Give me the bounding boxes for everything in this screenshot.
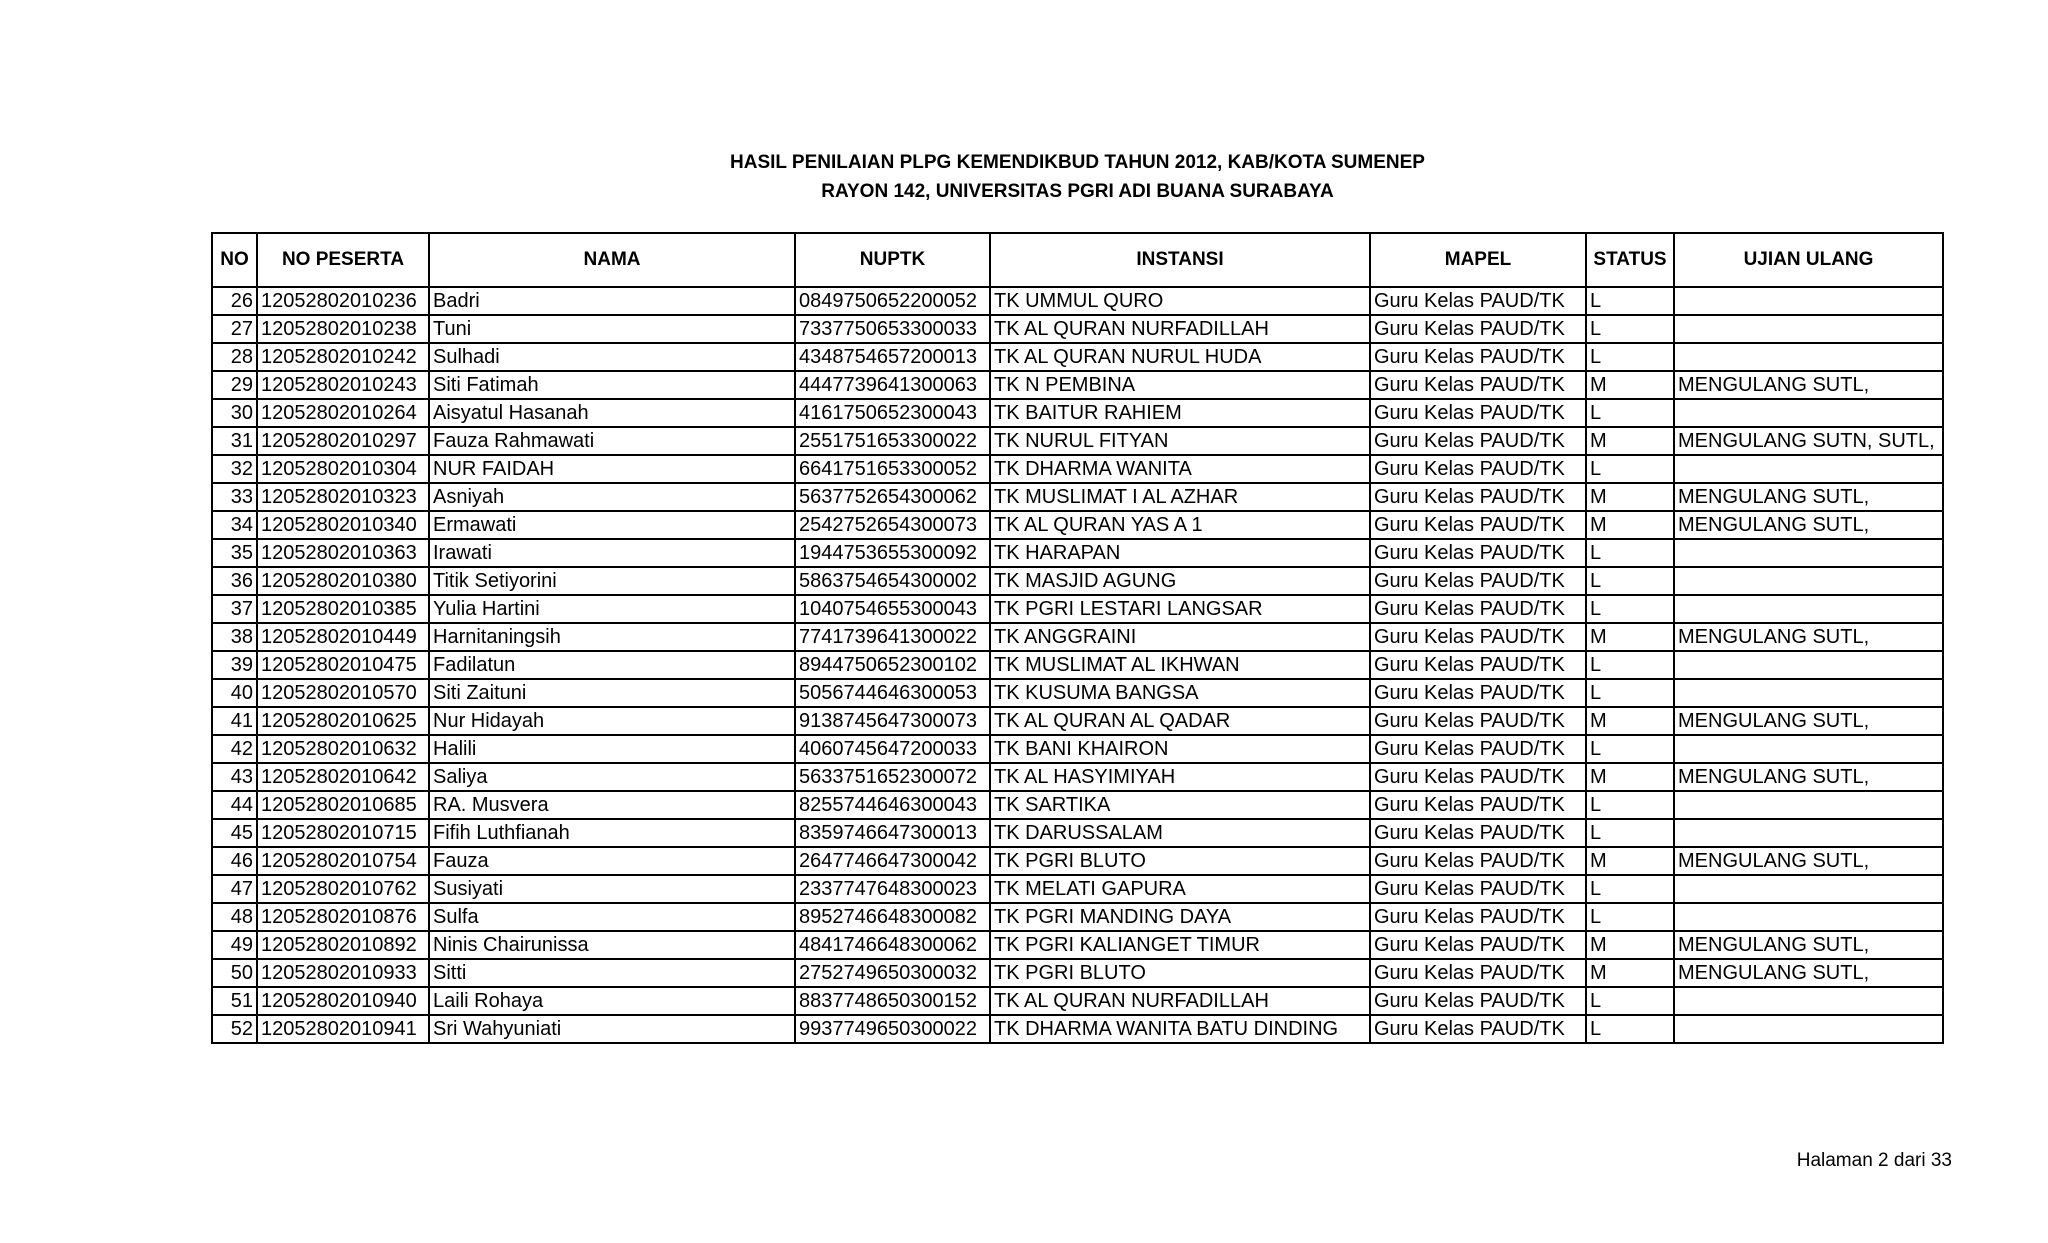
cell-no: 42 — [212, 735, 257, 763]
cell-mapel: Guru Kelas PAUD/TK — [1370, 735, 1586, 763]
cell-instansi: TK PGRI MANDING DAYA — [990, 903, 1370, 931]
cell-nama: Susiyati — [429, 875, 795, 903]
cell-ujian-ulang: MENGULANG SUTN, SUTL, — [1674, 427, 1943, 455]
cell-mapel: Guru Kelas PAUD/TK — [1370, 987, 1586, 1015]
table-row — [212, 1015, 1943, 1043]
cell-ujian-ulang: MENGULANG SUTL, — [1674, 959, 1943, 987]
column-header-mapel: MAPEL — [1370, 233, 1586, 287]
cell-mapel: Guru Kelas PAUD/TK — [1370, 455, 1586, 483]
results-table — [211, 232, 1944, 1044]
cell-no: 35 — [212, 539, 257, 567]
column-header-ujian-ulang: UJIAN ULANG — [1674, 233, 1943, 287]
table-row — [212, 371, 1943, 399]
cell-nuptk: 9138745647300073 — [795, 707, 990, 735]
cell-no: 37 — [212, 595, 257, 623]
cell-no-peserta: 12052802010242 — [257, 343, 429, 371]
cell-status: L — [1586, 987, 1674, 1015]
cell-no-peserta: 12052802010380 — [257, 567, 429, 595]
cell-instansi: TK MASJID AGUNG — [990, 567, 1370, 595]
table-row — [212, 483, 1943, 511]
cell-nuptk: 2647746647300042 — [795, 847, 990, 875]
cell-instansi: TK AL QURAN NURFADILLAH — [990, 987, 1370, 1015]
cell-nuptk: 8944750652300102 — [795, 651, 990, 679]
cell-nuptk: 6641751653300052 — [795, 455, 990, 483]
cell-status: M — [1586, 931, 1674, 959]
cell-mapel: Guru Kelas PAUD/TK — [1370, 483, 1586, 511]
document-title: HASIL PENILAIAN PLPG KEMENDIKBUD TAHUN 2012, KAB/KOTA SUMENEP — [730, 152, 1425, 173]
cell-status: L — [1586, 539, 1674, 567]
cell-no: 28 — [212, 343, 257, 371]
cell-mapel: Guru Kelas PAUD/TK — [1370, 287, 1586, 315]
cell-nuptk: 1040754655300043 — [795, 595, 990, 623]
cell-instansi: TK PGRI BLUTO — [990, 959, 1370, 987]
cell-nama: Saliya — [429, 763, 795, 791]
cell-ujian-ulang — [1674, 735, 1943, 763]
cell-no: 27 — [212, 315, 257, 343]
cell-mapel: Guru Kelas PAUD/TK — [1370, 875, 1586, 903]
cell-nama: Yulia Hartini — [429, 595, 795, 623]
cell-mapel: Guru Kelas PAUD/TK — [1370, 791, 1586, 819]
cell-no-peserta: 12052802010323 — [257, 483, 429, 511]
cell-no: 33 — [212, 483, 257, 511]
cell-status: L — [1586, 1015, 1674, 1043]
cell-ujian-ulang — [1674, 399, 1943, 427]
cell-no-peserta: 12052802010941 — [257, 1015, 429, 1043]
cell-no: 47 — [212, 875, 257, 903]
cell-no: 40 — [212, 679, 257, 707]
cell-nama: RA. Musvera — [429, 791, 795, 819]
cell-nuptk: 8952746648300082 — [795, 903, 990, 931]
cell-nama: Fadilatun — [429, 651, 795, 679]
cell-instansi: TK BANI KHAIRON — [990, 735, 1370, 763]
cell-no-peserta: 12052802010304 — [257, 455, 429, 483]
cell-ujian-ulang — [1674, 539, 1943, 567]
cell-status: M — [1586, 959, 1674, 987]
cell-ujian-ulang — [1674, 595, 1943, 623]
cell-no-peserta: 12052802010243 — [257, 371, 429, 399]
cell-instansi: TK AL QURAN YAS A 1 — [990, 511, 1370, 539]
cell-nuptk: 2752749650300032 — [795, 959, 990, 987]
cell-status: L — [1586, 399, 1674, 427]
cell-mapel: Guru Kelas PAUD/TK — [1370, 1015, 1586, 1043]
cell-ujian-ulang — [1674, 455, 1943, 483]
cell-no-peserta: 12052802010385 — [257, 595, 429, 623]
cell-ujian-ulang: MENGULANG SUTL, — [1674, 763, 1943, 791]
cell-ujian-ulang: MENGULANG SUTL, — [1674, 511, 1943, 539]
column-header-instansi: INSTANSI — [990, 233, 1370, 287]
cell-ujian-ulang: MENGULANG SUTL, — [1674, 371, 1943, 399]
cell-no-peserta: 12052802010715 — [257, 819, 429, 847]
table-row — [212, 287, 1943, 315]
cell-nama: Halili — [429, 735, 795, 763]
cell-status: L — [1586, 679, 1674, 707]
cell-no-peserta: 12052802010762 — [257, 875, 429, 903]
cell-status: M — [1586, 427, 1674, 455]
table-row — [212, 315, 1943, 343]
cell-no: 50 — [212, 959, 257, 987]
cell-nama: Irawati — [429, 539, 795, 567]
table-row — [212, 511, 1943, 539]
cell-nama: Fifih Luthfianah — [429, 819, 795, 847]
cell-status: L — [1586, 735, 1674, 763]
cell-nuptk: 5637752654300062 — [795, 483, 990, 511]
cell-mapel: Guru Kelas PAUD/TK — [1370, 707, 1586, 735]
cell-instansi: TK MUSLIMAT AL IKHWAN — [990, 651, 1370, 679]
cell-nuptk: 5863754654300002 — [795, 567, 990, 595]
cell-instansi: TK MELATI GAPURA — [990, 875, 1370, 903]
cell-nama: Asniyah — [429, 483, 795, 511]
cell-nama: Fauza — [429, 847, 795, 875]
cell-no: 45 — [212, 819, 257, 847]
cell-status: L — [1586, 595, 1674, 623]
cell-mapel: Guru Kelas PAUD/TK — [1370, 903, 1586, 931]
cell-no: 32 — [212, 455, 257, 483]
table-body — [212, 287, 1943, 1043]
cell-mapel: Guru Kelas PAUD/TK — [1370, 679, 1586, 707]
cell-nama: Sulfa — [429, 903, 795, 931]
cell-instansi: TK N PEMBINA — [990, 371, 1370, 399]
cell-no-peserta: 12052802010449 — [257, 623, 429, 651]
cell-instansi: TK MUSLIMAT I AL AZHAR — [990, 483, 1370, 511]
cell-status: L — [1586, 315, 1674, 343]
cell-status: L — [1586, 651, 1674, 679]
cell-no-peserta: 12052802010754 — [257, 847, 429, 875]
cell-nama: Laili Rohaya — [429, 987, 795, 1015]
cell-no: 31 — [212, 427, 257, 455]
cell-status: M — [1586, 483, 1674, 511]
cell-status: L — [1586, 343, 1674, 371]
table-row — [212, 455, 1943, 483]
table-row — [212, 987, 1943, 1015]
cell-nama: Aisyatul Hasanah — [429, 399, 795, 427]
cell-ujian-ulang — [1674, 987, 1943, 1015]
cell-nama: Ermawati — [429, 511, 795, 539]
column-header-no: NO — [212, 233, 257, 287]
cell-instansi: TK PGRI BLUTO — [990, 847, 1370, 875]
cell-nuptk: 9937749650300022 — [795, 1015, 990, 1043]
cell-nama: Sitti — [429, 959, 795, 987]
cell-no-peserta: 12052802010340 — [257, 511, 429, 539]
cell-ujian-ulang — [1674, 819, 1943, 847]
cell-status: M — [1586, 763, 1674, 791]
cell-no: 29 — [212, 371, 257, 399]
cell-no-peserta: 12052802010475 — [257, 651, 429, 679]
cell-no-peserta: 12052802010236 — [257, 287, 429, 315]
cell-mapel: Guru Kelas PAUD/TK — [1370, 763, 1586, 791]
cell-nuptk: 4161750652300043 — [795, 399, 990, 427]
cell-nuptk: 5056744646300053 — [795, 679, 990, 707]
cell-nuptk: 4348754657200013 — [795, 343, 990, 371]
cell-mapel: Guru Kelas PAUD/TK — [1370, 847, 1586, 875]
cell-ujian-ulang — [1674, 679, 1943, 707]
cell-mapel: Guru Kelas PAUD/TK — [1370, 567, 1586, 595]
cell-ujian-ulang — [1674, 315, 1943, 343]
cell-no: 49 — [212, 931, 257, 959]
cell-status: M — [1586, 511, 1674, 539]
cell-no-peserta: 12052802010642 — [257, 763, 429, 791]
cell-instansi: TK SARTIKA — [990, 791, 1370, 819]
cell-no: 26 — [212, 287, 257, 315]
cell-nuptk: 0849750652200052 — [795, 287, 990, 315]
cell-no-peserta: 12052802010933 — [257, 959, 429, 987]
cell-status: L — [1586, 791, 1674, 819]
cell-mapel: Guru Kelas PAUD/TK — [1370, 399, 1586, 427]
table-row — [212, 735, 1943, 763]
cell-ujian-ulang — [1674, 903, 1943, 931]
table-row — [212, 875, 1943, 903]
cell-ujian-ulang — [1674, 791, 1943, 819]
cell-ujian-ulang — [1674, 1015, 1943, 1043]
cell-nuptk: 8359746647300013 — [795, 819, 990, 847]
cell-ujian-ulang — [1674, 567, 1943, 595]
cell-no-peserta: 12052802010892 — [257, 931, 429, 959]
column-header-nuptk: NUPTK — [795, 233, 990, 287]
cell-nama: Tuni — [429, 315, 795, 343]
cell-status: M — [1586, 707, 1674, 735]
cell-nama: Harnitaningsih — [429, 623, 795, 651]
cell-mapel: Guru Kelas PAUD/TK — [1370, 371, 1586, 399]
table-row — [212, 427, 1943, 455]
cell-instansi: TK AL QURAN AL QADAR — [990, 707, 1370, 735]
cell-no: 48 — [212, 903, 257, 931]
cell-nama: Fauza Rahmawati — [429, 427, 795, 455]
cell-mapel: Guru Kelas PAUD/TK — [1370, 931, 1586, 959]
cell-no: 46 — [212, 847, 257, 875]
cell-no: 52 — [212, 1015, 257, 1043]
cell-nuptk: 1944753655300092 — [795, 539, 990, 567]
cell-no-peserta: 12052802010363 — [257, 539, 429, 567]
cell-mapel: Guru Kelas PAUD/TK — [1370, 315, 1586, 343]
cell-mapel: Guru Kelas PAUD/TK — [1370, 623, 1586, 651]
table-row — [212, 847, 1943, 875]
cell-instansi: TK AL QURAN NURFADILLAH — [990, 315, 1370, 343]
cell-mapel: Guru Kelas PAUD/TK — [1370, 539, 1586, 567]
cell-no-peserta: 12052802010238 — [257, 315, 429, 343]
cell-no-peserta: 12052802010876 — [257, 903, 429, 931]
cell-nuptk: 7337750653300033 — [795, 315, 990, 343]
cell-nama: Badri — [429, 287, 795, 315]
cell-nama: Sri Wahyuniati — [429, 1015, 795, 1043]
cell-no: 51 — [212, 987, 257, 1015]
cell-status: M — [1586, 847, 1674, 875]
cell-mapel: Guru Kelas PAUD/TK — [1370, 427, 1586, 455]
cell-mapel: Guru Kelas PAUD/TK — [1370, 959, 1586, 987]
cell-instansi: TK PGRI LESTARI LANGSAR — [990, 595, 1370, 623]
table-header-row — [212, 233, 1943, 287]
cell-no: 39 — [212, 651, 257, 679]
cell-nuptk: 2551751653300022 — [795, 427, 990, 455]
cell-instansi: TK KUSUMA BANGSA — [990, 679, 1370, 707]
cell-ujian-ulang: MENGULANG SUTL, — [1674, 483, 1943, 511]
cell-no: 38 — [212, 623, 257, 651]
cell-nuptk: 4841746648300062 — [795, 931, 990, 959]
cell-nama: Sulhadi — [429, 343, 795, 371]
cell-nuptk: 8837748650300152 — [795, 987, 990, 1015]
cell-ujian-ulang — [1674, 343, 1943, 371]
cell-nuptk: 4060745647200033 — [795, 735, 990, 763]
column-header-no-peserta: NO PESERTA — [257, 233, 429, 287]
cell-ujian-ulang — [1674, 287, 1943, 315]
cell-ujian-ulang: MENGULANG SUTL, — [1674, 847, 1943, 875]
cell-ujian-ulang — [1674, 651, 1943, 679]
cell-ujian-ulang: MENGULANG SUTL, — [1674, 623, 1943, 651]
cell-instansi: TK DHARMA WANITA — [990, 455, 1370, 483]
cell-mapel: Guru Kelas PAUD/TK — [1370, 819, 1586, 847]
cell-nama: Siti Fatimah — [429, 371, 795, 399]
table-row — [212, 679, 1943, 707]
cell-status: L — [1586, 287, 1674, 315]
cell-status: M — [1586, 371, 1674, 399]
table-row — [212, 819, 1943, 847]
cell-nama: Nur Hidayah — [429, 707, 795, 735]
cell-no: 34 — [212, 511, 257, 539]
cell-status: M — [1586, 623, 1674, 651]
table-row — [212, 343, 1943, 371]
column-header-status: STATUS — [1586, 233, 1674, 287]
table-row — [212, 763, 1943, 791]
table-row — [212, 651, 1943, 679]
cell-instansi: TK AL HASYIMIYAH — [990, 763, 1370, 791]
cell-no: 30 — [212, 399, 257, 427]
table-row — [212, 959, 1943, 987]
cell-nama: Siti Zaituni — [429, 679, 795, 707]
cell-nama: Titik Setiyorini — [429, 567, 795, 595]
cell-no-peserta: 12052802010297 — [257, 427, 429, 455]
cell-mapel: Guru Kelas PAUD/TK — [1370, 651, 1586, 679]
table-row — [212, 791, 1943, 819]
cell-status: L — [1586, 567, 1674, 595]
table-row — [212, 539, 1943, 567]
cell-status: L — [1586, 819, 1674, 847]
cell-no: 36 — [212, 567, 257, 595]
cell-nama: NUR FAIDAH — [429, 455, 795, 483]
table-row — [212, 399, 1943, 427]
cell-instansi: TK DHARMA WANITA BATU DINDING — [990, 1015, 1370, 1043]
table-row — [212, 931, 1943, 959]
cell-no-peserta: 12052802010625 — [257, 707, 429, 735]
cell-ujian-ulang: MENGULANG SUTL, — [1674, 931, 1943, 959]
cell-instansi: TK UMMUL QURO — [990, 287, 1370, 315]
cell-nuptk: 8255744646300043 — [795, 791, 990, 819]
cell-mapel: Guru Kelas PAUD/TK — [1370, 343, 1586, 371]
cell-instansi: TK AL QURAN NURUL HUDA — [990, 343, 1370, 371]
cell-mapel: Guru Kelas PAUD/TK — [1370, 595, 1586, 623]
cell-no: 44 — [212, 791, 257, 819]
document-subtitle: RAYON 142, UNIVERSITAS PGRI ADI BUANA SURABAYA — [821, 181, 1334, 202]
cell-instansi: TK NURUL FITYAN — [990, 427, 1370, 455]
cell-no: 41 — [212, 707, 257, 735]
cell-instansi: TK PGRI KALIANGET TIMUR — [990, 931, 1370, 959]
column-header-nama: NAMA — [429, 233, 795, 287]
table-row — [212, 707, 1943, 735]
page-number: Halaman 2 dari 33 — [1796, 1150, 1952, 1171]
cell-no-peserta: 12052802010264 — [257, 399, 429, 427]
cell-instansi: TK BAITUR RAHIEM — [990, 399, 1370, 427]
cell-status: L — [1586, 875, 1674, 903]
cell-nuptk: 4447739641300063 — [795, 371, 990, 399]
cell-no-peserta: 12052802010570 — [257, 679, 429, 707]
cell-instansi: TK ANGGRAINI — [990, 623, 1370, 651]
cell-no-peserta: 12052802010940 — [257, 987, 429, 1015]
cell-status: L — [1586, 455, 1674, 483]
cell-nuptk: 2337747648300023 — [795, 875, 990, 903]
cell-status: L — [1586, 903, 1674, 931]
cell-nuptk: 5633751652300072 — [795, 763, 990, 791]
cell-nama: Ninis Chairunissa — [429, 931, 795, 959]
cell-instansi: TK DARUSSALAM — [990, 819, 1370, 847]
cell-nuptk: 2542752654300073 — [795, 511, 990, 539]
table-row — [212, 623, 1943, 651]
cell-no-peserta: 12052802010632 — [257, 735, 429, 763]
table-row — [212, 567, 1943, 595]
cell-nuptk: 7741739641300022 — [795, 623, 990, 651]
cell-mapel: Guru Kelas PAUD/TK — [1370, 511, 1586, 539]
cell-instansi: TK HARAPAN — [990, 539, 1370, 567]
cell-no-peserta: 12052802010685 — [257, 791, 429, 819]
cell-ujian-ulang — [1674, 875, 1943, 903]
cell-ujian-ulang: MENGULANG SUTL, — [1674, 707, 1943, 735]
cell-no: 43 — [212, 763, 257, 791]
table-row — [212, 903, 1943, 931]
table-row — [212, 595, 1943, 623]
